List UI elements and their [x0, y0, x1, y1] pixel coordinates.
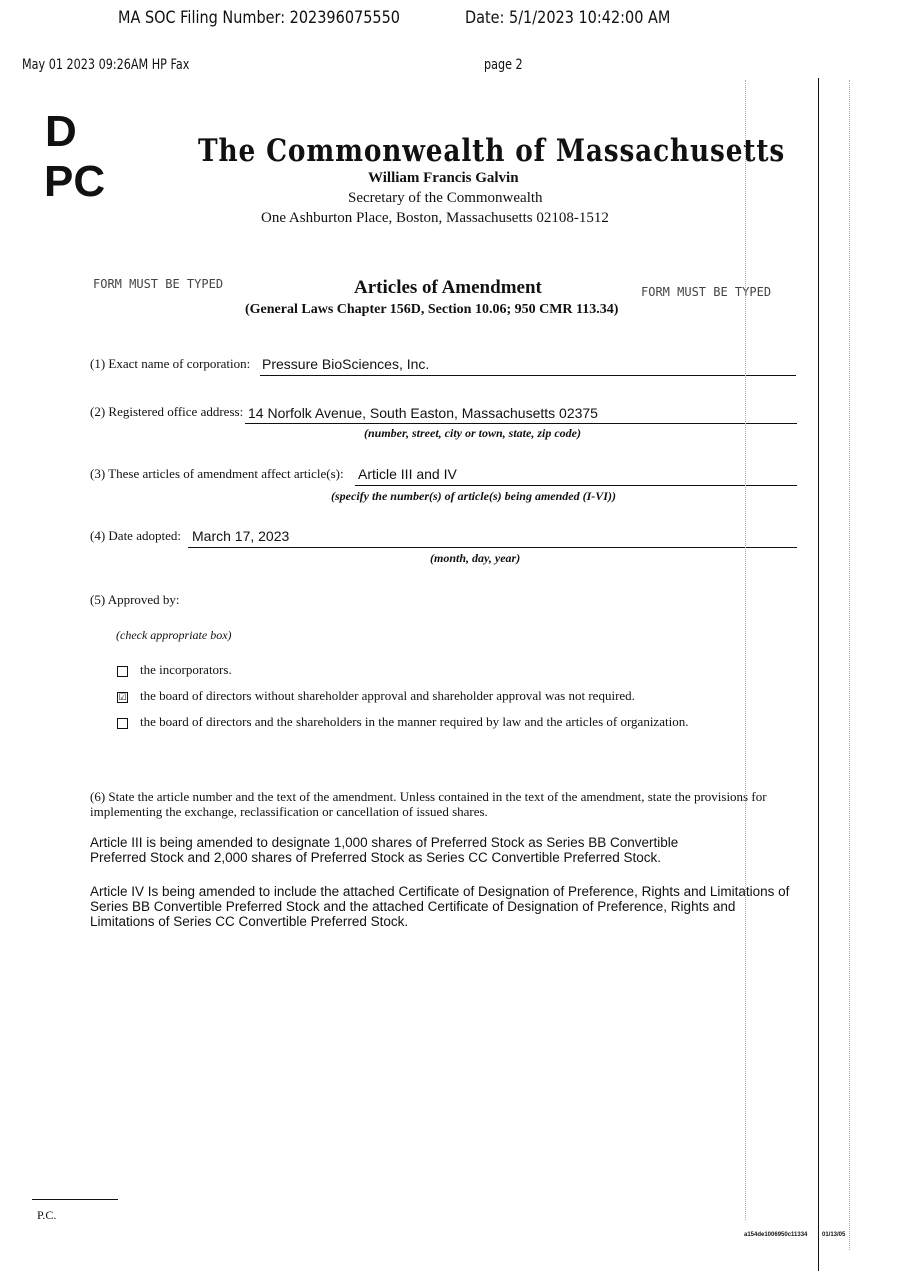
checkbox[interactable]: [117, 718, 128, 729]
footer-date: 01/13/05: [822, 1232, 846, 1238]
amendment-paragraph-2: Article IV Is being amended to include the attached Certificate of Designation of Preference, Rights and Limitations of Series BB Convertible Preferred Stock and the attached Certificate of Designation of Preference, Rights and Limitations of Series CC Convertible Preferred Stock.: [90, 884, 790, 929]
page-number: page 2: [484, 57, 523, 73]
option-board: [117, 688, 635, 704]
fax-header: May 01 2023 09:26AM HP Fax: [22, 57, 190, 73]
amendment-paragraph-1: Article III is being amended to designate 1,000 shares of Preferred Stock as Series BB Convertible Preferred Stock and 2,000 shares of Preferred Stock as Series CC Convertible Preferred Stock.: [90, 835, 679, 865]
corporation-name: Pressure BioSciences, Inc.: [262, 356, 430, 372]
approved-by-hint: (check appropriate box): [116, 628, 232, 642]
section-6-label: (6) State the article number and the text of the amendment. Unless contained in the text of the amendment, state the provisions for implementing the exchange, reclassification or cancellation of issued shares.: [90, 789, 767, 819]
field-2-label: (2) Registered office address:: [90, 404, 244, 419]
option-incorporators: [117, 662, 232, 678]
articles-affected: Article III and IV: [358, 466, 457, 482]
form-typed-right: FORM MUST BE TYPED: [641, 285, 772, 299]
stamp-pc: PC: [44, 157, 106, 206]
option-label: the incorporators.: [140, 662, 232, 677]
fax-edge-line: [818, 78, 819, 1271]
field-1-label: (1) Exact name of corporation:: [90, 356, 251, 371]
field-4-label: (4) Date adopted:: [90, 528, 181, 543]
option-label: the board of directors and the shareholders in the manner required by law and the articles of organization.: [140, 714, 689, 729]
stamp-d: D: [45, 107, 77, 156]
date-adopted: March 17, 2023: [192, 528, 290, 544]
letterhead-title: The Commonwealth of Massachusetts: [198, 133, 786, 169]
filing-number: MA SOC Filing Number: 202396075550: [118, 8, 400, 28]
checkbox-checked[interactable]: ☑: [118, 691, 127, 702]
approved-by-label: (5) Approved by:: [90, 592, 180, 607]
option-board-shareholders: [117, 714, 688, 730]
registered-address: 14 Norfolk Avenue, South Easton, Massachusetts 02375: [248, 405, 598, 421]
footer-pc: P.C.: [37, 1208, 57, 1222]
secretary-office: Secretary of the Commonwealth: [348, 190, 543, 206]
filing-date: Date: 5/1/2023 10:42:00 AM: [465, 8, 671, 28]
field-4-hint: (month, day, year): [430, 551, 521, 565]
office-address: One Ashburton Place, Boston, Massachusetts 02108-1512: [261, 210, 609, 226]
form-typed-left: FORM MUST BE TYPED: [93, 277, 224, 291]
field-3-hint: (specify the number(s) of article(s) being amended (I-VI)): [331, 489, 616, 503]
option-label: the board of directors without shareholder approval and shareholder approval was not required.: [140, 688, 635, 703]
footer-code: a154de1006950c11334: [744, 1232, 808, 1238]
checkbox[interactable]: [117, 666, 128, 677]
form-title: Articles of Amendment: [354, 277, 542, 298]
secretary-name: William Francis Galvin: [368, 170, 519, 186]
form-subtitle: (General Laws Chapter 156D, Section 10.06; 950 CMR 113.34): [245, 302, 619, 317]
field-3-label: (3) These articles of amendment affect article(s):: [90, 466, 344, 481]
field-2-hint: (number, street, city or town, state, zip code): [364, 426, 581, 440]
